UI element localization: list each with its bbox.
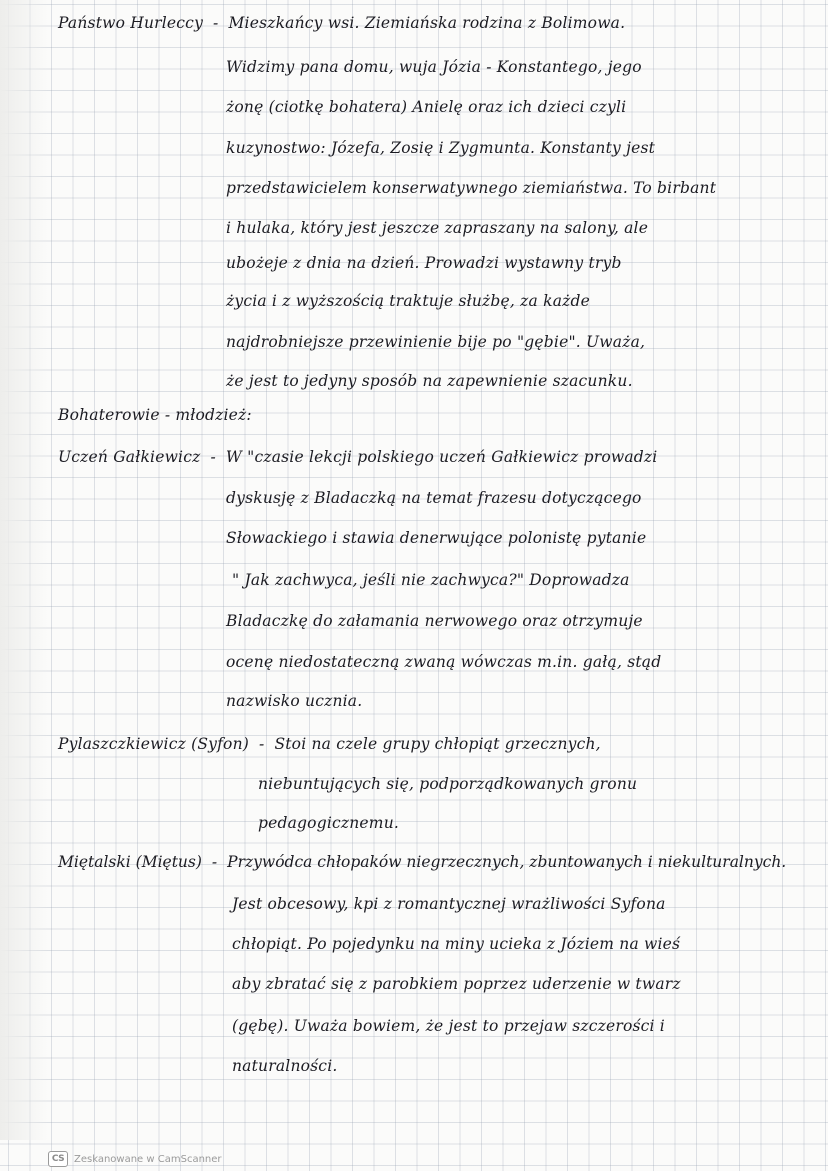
text-line: Stoi na czele grupy chłopiąt grzecznych, bbox=[274, 735, 601, 753]
text-line: ocenę niedostateczną zwaną wówczas m.in. gałą, stąd bbox=[226, 653, 662, 671]
dash-separator: - bbox=[210, 448, 216, 466]
dash-separator: - bbox=[213, 14, 219, 32]
text-line: Mieszkańcy wsi. Ziemiańska rodzina z Bolimowa. bbox=[228, 14, 626, 32]
section-label-mietus: Miętalski (Miętus) bbox=[58, 853, 202, 871]
text-line: pedagogicznemu. bbox=[258, 814, 400, 832]
text-line: żonę (ciotkę bohatera) Anielę oraz ich dzieci czyli bbox=[226, 98, 627, 116]
dash-separator: - bbox=[211, 853, 218, 871]
camscanner-logo-icon: CS bbox=[48, 1151, 68, 1167]
text-line: że jest to jedyny sposób na zapewnienie szacunku. bbox=[226, 372, 633, 390]
entry-line bbox=[58, 12, 625, 34]
text-line: Bladaczkę do załamania nerwowego oraz otrzymuje bbox=[226, 612, 643, 630]
text-line: nazwisko ucznia. bbox=[226, 692, 363, 710]
text-line: dyskusję z Bladaczką na temat frazesu dotyczącego bbox=[226, 489, 642, 507]
scanner-watermark bbox=[48, 1148, 222, 1170]
page-binding-shadow bbox=[0, 0, 48, 1140]
text-line: naturalności. bbox=[232, 1057, 338, 1075]
section-label-galkiewicz: Uczeń Gałkiewicz bbox=[58, 448, 201, 466]
text-line: (gębę). Uważa bowiem, że jest to przejaw szczerości i bbox=[232, 1017, 665, 1035]
text-line: niebuntujących się, podporządkowanych gronu bbox=[258, 775, 638, 793]
section-heading-mlodziez: Bohaterowie - młodzież: bbox=[58, 406, 252, 424]
text-line: Jest obcesowy, kpi z romantycznej wrażliwości Syfona bbox=[232, 895, 666, 913]
text-line: ubożeje z dnia na dzień. Prowadzi wystawny tryb bbox=[226, 254, 622, 272]
text-line: najdrobniejsze przewinienie bije po "gębie". Uważa, bbox=[226, 333, 646, 351]
text-line: Słowackiego i stawia denerwujące polonistę pytanie bbox=[226, 529, 647, 547]
text-line: Widzimy pana domu, wuja Józia - Konstantego, jego bbox=[226, 58, 642, 76]
text-line: Przywódca chłopaków niegrzecznych, zbuntowanych i niekulturalnych. bbox=[227, 853, 787, 871]
text-line: kuzynostwo: Józefa, Zosię i Zygmunta. Konstanty jest bbox=[226, 139, 656, 157]
section-label-hurleccy: Państwo Hurleccy bbox=[58, 14, 204, 32]
watermark-text: Zeskanowane w CamScanner bbox=[74, 1153, 222, 1165]
text-line: aby zbratać się z parobkiem poprzez uderzenie w twarz bbox=[232, 975, 681, 993]
dash-separator: - bbox=[259, 735, 265, 753]
text-line: i hulaka, który jest jeszcze zapraszany na salony, ale bbox=[226, 219, 649, 237]
entry-line bbox=[58, 446, 657, 468]
text-line: przedstawicielem konserwatywnego ziemiaństwa. To birbant bbox=[226, 179, 717, 197]
text-line: " Jak zachwyca, jeśli nie zachwyca?" Doprowadza bbox=[232, 571, 630, 589]
text-line: chłopiąt. Po pojedynku na miny ucieka z Józiem na wieś bbox=[232, 935, 681, 953]
entry-line bbox=[58, 851, 786, 873]
text-line: życia i z wyższością traktuje służbę, za każde bbox=[226, 292, 591, 310]
section-label-syfon: Pylaszczkiewicz (Syfon) bbox=[58, 735, 249, 753]
text-line: W "czasie lekcji polskiego uczeń Gałkiewicz prowadzi bbox=[225, 448, 658, 466]
entry-line bbox=[58, 733, 601, 755]
